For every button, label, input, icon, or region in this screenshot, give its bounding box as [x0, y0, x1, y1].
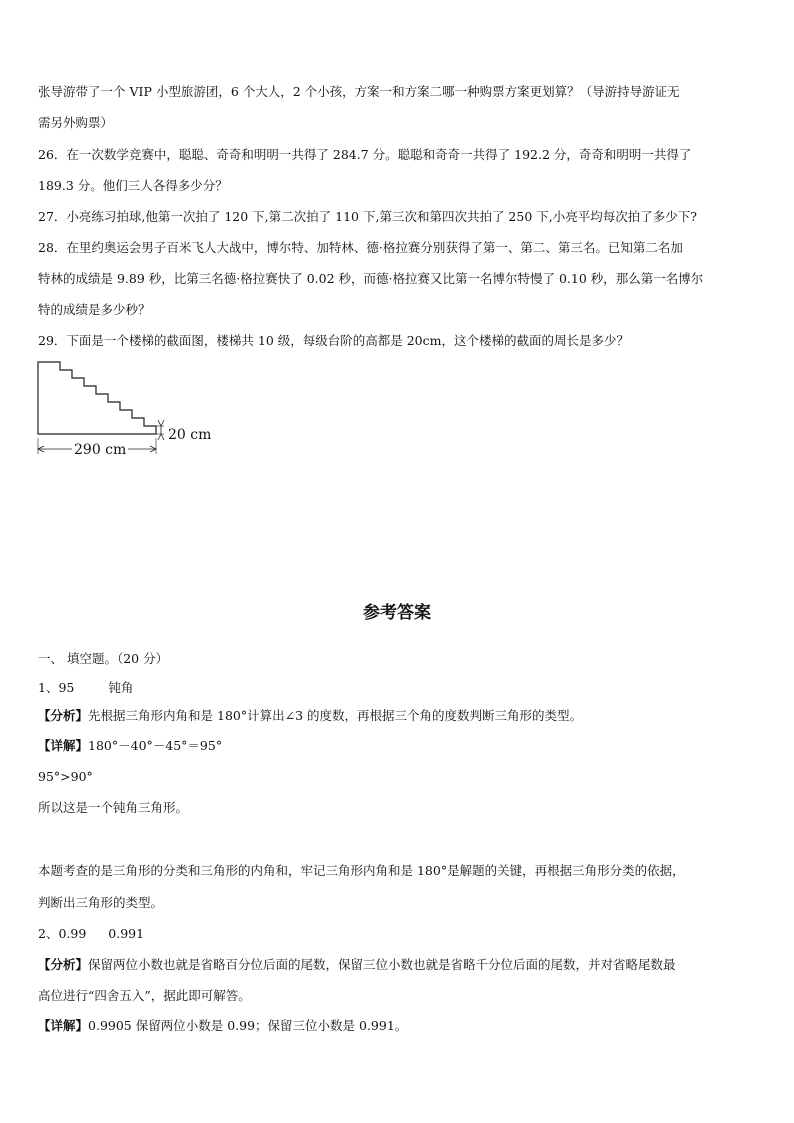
- answer-1-comment2: 判断出三角形的类型。: [38, 895, 164, 910]
- q25-line2: 需另外购票）: [38, 115, 114, 130]
- staircase-outline: [38, 362, 156, 434]
- section1-heading: 一、 填空题。（20 分）: [38, 651, 169, 666]
- height-label: 20 cm: [168, 427, 212, 443]
- answer-1-header: [38, 680, 133, 696]
- answer-1-comment1: 本题考查的是三角形的分类和三角形的内角和，牢记三角形内角和是 180°是解题的关键，再根据三角形分类的依据，: [38, 863, 685, 878]
- q29-line1: 29．下面是一个楼梯的截面图，楼梯共 10 级，每级台阶的高都是 20cm，这个楼梯的截面的周长是多少？: [38, 333, 629, 348]
- staircase-figure: [30, 358, 220, 462]
- answer-2-detail: [38, 1018, 407, 1034]
- answer-1-detail: [38, 738, 222, 754]
- answer-2-num: 2、0.99: [38, 926, 87, 941]
- answer-2-analysis-text1: 保留两位小数也就是省略百分位后面的尾数，保留三位小数也就是省略千分位后面的尾数，并对省略尾数最: [88, 957, 676, 972]
- height-arrow-bottom: [158, 434, 164, 440]
- answer-1-ans2: 钝角: [108, 680, 134, 695]
- answer-2-detail-text: 0.9905 保留两位小数是 0.99；保留三位小数是 0.991。: [88, 1018, 408, 1033]
- answer-1-line2: 95°>90°: [38, 769, 93, 784]
- detail-tag: 【详解】: [38, 738, 89, 753]
- answer-2-ans2: 0.991: [108, 926, 145, 941]
- q28-line3: 特的成绩是多少秒？: [38, 302, 151, 317]
- q26-line2: 189.3 分。他们三人各得多少分？: [38, 178, 228, 193]
- answer-1-num: 1、95: [38, 680, 75, 695]
- answers-title: 参考答案: [363, 603, 431, 623]
- answer-2-analysis: [38, 957, 676, 973]
- answer-1-detail-text: 180°－40°－45°＝95°: [88, 738, 223, 753]
- answer-1-line3: 所以这是一个钝角三角形。: [38, 800, 189, 815]
- answer-1-analysis: [38, 708, 582, 724]
- q28-line1: 28．在里约奥运会男子百米飞人大战中，博尔特、加特林、德·格拉赛分别获得了第一、第二、第三名。已知第二名加: [38, 240, 683, 255]
- answer-2-header: [38, 926, 144, 942]
- analysis-tag: 【分析】: [38, 708, 89, 723]
- answer-1-analysis-text: 先根据三角形内角和是 180°计算出∠3 的度数，再根据三个角的度数判断三角形的类型。: [88, 708, 582, 723]
- height-arrow-top: [158, 420, 164, 426]
- analysis-tag-2: 【分析】: [38, 957, 89, 972]
- q27-line1: 27．小亮练习拍球,他第一次拍了 120 下,第二次拍了 110 下,第三次和第四次共拍了 250 下,小亮平均每次拍了多少下?: [38, 209, 697, 224]
- detail-tag-2: 【详解】: [38, 1018, 89, 1033]
- q26-line1: 26．在一次数学竞赛中，聪聪、奇奇和明明一共得了 284.7 分。聪聪和奇奇一共得了 192.2 分，奇奇和明明一共得了: [38, 147, 692, 162]
- q25-line1: 张导游带了一个 VIP 小型旅游团，6 个大人，2 个小孩，方案一和方案二哪一种购票方案更划算？（导游持导游证无: [38, 84, 680, 99]
- answer-2-analysis-line2: 高位进行“四舍五入”，据此即可解答。: [38, 988, 251, 1003]
- width-label: 290 cm: [74, 442, 127, 458]
- q28-line2: 特林的成绩是 9.89 秒，比第三名德·格拉赛快了 0.02 秒，而德·格拉赛又比第一名博尔特慢了 0.10 秒，那么第一名博尔: [38, 271, 704, 286]
